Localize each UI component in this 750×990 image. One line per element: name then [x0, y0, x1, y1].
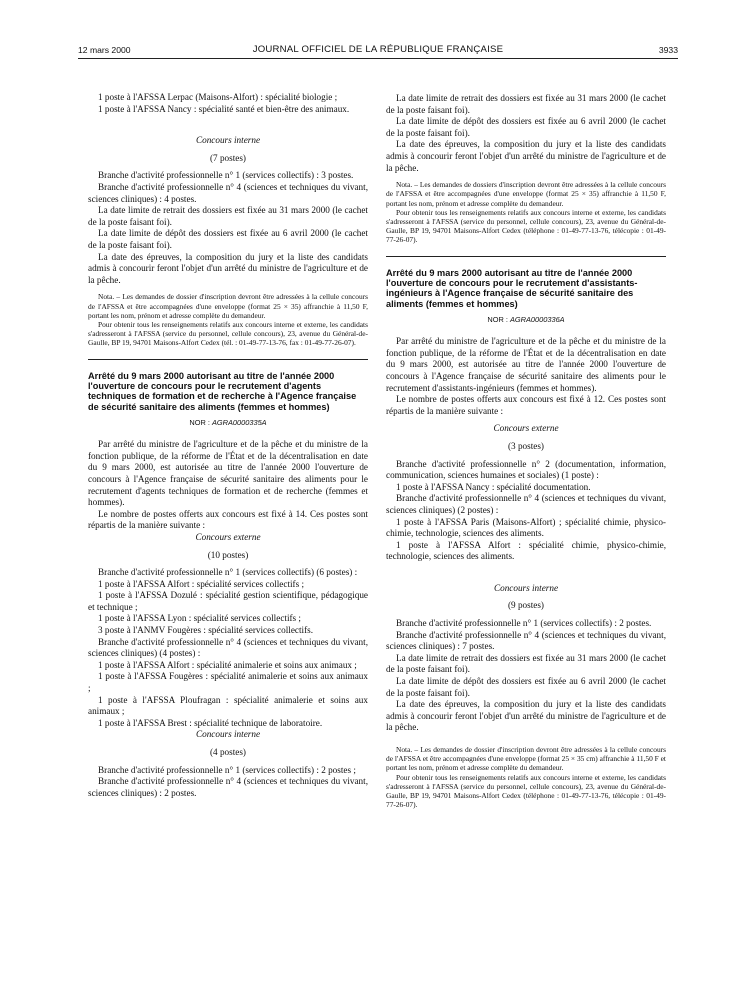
nor-reference: [88, 418, 368, 428]
header-date: 12 mars 2000: [78, 45, 131, 55]
section-heading: Concours interne: [493, 582, 559, 593]
paragraph: La date des épreuves, la composition du jury et la liste des candidats admis à concourir feront l'objet d'un arrêté du ministre de l'agriculture et de la pêche.: [386, 139, 666, 173]
post-count: (10 postes): [207, 549, 249, 560]
paragraph: Branche d'activité professionnelle n° 1 (services collectifs) : 2 postes.: [396, 618, 652, 629]
paragraph: 1 poste à l'AFSSA Nancy : spécialité documentation.: [396, 481, 591, 492]
nota-note: Nota. – Les demandes de dossier d'inscription devront être adressées à la cellule concours de l'AFSSA et être accompagnées d'une enveloppe (format 25 × 35) affranchie à 11,50 F, portant les nom, prénom et adresse complète du demandeur.: [88, 292, 368, 320]
paragraph: 1 poste à l'AFSSA Paris (Maisons-Alfort) ; spécialité chimie, physico-chimie, technologie, sciences des aliments.: [386, 516, 666, 539]
paragraph: Par arrêté du ministre de l'agriculture et de la pêche et du ministre de la fonction publique, de la réforme de l'État et de la décentralisation en date du 9 mars 2000, est autorisée au titre de l'année 2000 l'ouverture de concours à l'Agence française de sécurité sanitaire des aliments pour le recrutement d'assistants-ingénieurs (femmes et hommes).: [386, 336, 666, 393]
arrete-title: Arrêté du 9 mars 2000 autorisant au titre de l'année 2000 l'ouverture de concours pour le recrutement d'agents techniques de formation et de recherche à l'Agence française de sécurité sanitaire des aliments (femmes et hommes): [88, 370, 357, 412]
paragraph: Branche d'activité professionnelle n° 1 (services collectifs) : 3 postes.: [98, 170, 354, 181]
paragraph: 1 poste à l'AFSSA Alfort : spécialité chimie, physico-chimie, technologie, sciences des aliments.: [386, 539, 666, 562]
paragraph: La date limite de retrait des dossiers est fixée au 31 mars 2000 (le cachet de la poste faisant foi).: [88, 205, 368, 227]
paragraph: Branche d'activité professionnelle n° 4 (sciences et techniques du vivant, sciences cliniques) : 2 postes.: [88, 776, 368, 798]
header-page-number: 3933: [658, 45, 678, 55]
paragraph: La date des épreuves, la composition du jury et la liste des candidats admis à concourir feront l'objet d'un arrêté du ministre de l'agriculture et de la pêche.: [88, 251, 368, 285]
arrete-title: Arrêté du 9 mars 2000 autorisant au titre de l'année 2000 l'ouverture de concours pour le recrutement d'assistants-ingénieurs à l'Agence française de sécurité sanitaire des aliments (femmes et hommes): [386, 267, 638, 309]
paragraph: La date limite de dépôt des dossiers est fixée au 6 avril 2000 (le cachet de la poste faisant foi).: [386, 676, 666, 698]
paragraph: La date des épreuves, la composition du jury et la liste des candidats admis à concourir feront l'objet d'un arrêté du ministre de l'agriculture et de la pêche.: [386, 699, 666, 733]
paragraph: 3 poste à l'ANMV Fougères : spécialité services collectifs.: [98, 625, 314, 636]
nor-label: NOR :: [189, 418, 212, 428]
nota-note: Nota. – Les demandes de dossiers d'inscription devront être adressées à la cellule concours de l'AFSSA et être accompagnées d'une enveloppe (format 25 × 35) affranchie à 11,50 F, portant les nom, prénom et adresse complète du demandeur.: [386, 180, 666, 208]
paragraph: 1 poste à l'AFSSA Nancy : spécialité santé et bien-être des animaux.: [98, 103, 350, 114]
header-journal-title: JOURNAL OFFICIEL DE LA RÉPUBLIQUE FRANÇAISE: [252, 44, 504, 55]
section-heading: Concours externe: [195, 531, 261, 542]
paragraph: Branche d'activité professionnelle n° 1 (services collectifs) : 2 postes ;: [98, 764, 356, 775]
paragraph: 1 poste à l'AFSSA Ploufragan : spécialité animalerie et soins aux animaux ;: [88, 694, 368, 717]
paragraph: La date limite de dépôt des dossiers est fixée au 6 avril 2000 (le cachet de la poste faisant foi).: [88, 228, 368, 250]
page-header: [78, 44, 678, 59]
paragraph: Branche d'activité professionnelle n° 1 (services collectifs) (6 postes) :: [98, 567, 358, 578]
paragraph: Branche d'activité professionnelle n° 4 (sciences et techniques du vivant, sciences cliniques) (4 postes) :: [88, 636, 368, 659]
post-count: (9 postes): [508, 600, 544, 611]
nor-label: NOR :: [487, 315, 510, 325]
paragraph: La date limite de dépôt des dossiers est fixée au 6 avril 2000 (le cachet de la poste faisant foi).: [386, 116, 666, 138]
paragraph: 1 poste à l'AFSSA Lerpac (Maisons-Alfort) : spécialité biologie ;: [98, 92, 338, 102]
paragraph: 1 poste à l'AFSSA Brest : spécialité technique de laboratoire.: [98, 717, 323, 728]
paragraph: Le nombre de postes offerts aux concours est fixé à 12. Ces postes sont répartis de la manière suivante :: [386, 394, 666, 416]
nor-reference: [386, 315, 666, 325]
section-heading: Concours externe: [493, 423, 559, 434]
paragraph: Branche d'activité professionnelle n° 4 (sciences et techniques du vivant, sciences cliniques) : 4 postes.: [88, 181, 368, 204]
right-column: [386, 93, 666, 809]
info-note: Pour obtenir tous les renseignements relatifs aux concours interne et externe, les candidats s'adresseront à l'AFSSA (service du personnel, cellule concours), 23, avenue du Général-de-Gaulle, BP 19, 94701 Maisons-Alfort Cedex (téléphone : 01-49-77-13-76, télécopie : 01-49-77-26-07).: [386, 772, 666, 810]
paragraph: Branche d'activité professionnelle n° 4 (sciences et techniques du vivant, sciences cliniques) (2 postes) :: [386, 493, 666, 515]
paragraph: Le nombre de postes offerts aux concours est fixé à 14. Ces postes sont répartis de la manière suivante :: [88, 508, 368, 531]
post-count: (3 postes): [508, 440, 544, 451]
section-heading: Concours interne: [195, 729, 261, 740]
paragraph: 1 poste à l'AFSSA Dozulé : spécialité gestion scientifique, pédagogique et technique ;: [88, 590, 368, 612]
paragraph: 1 poste à l'AFSSA Alfort : spécialité services collectifs ;: [98, 578, 305, 589]
paragraph: 1 poste à l'AFSSA Fougères : spécialité animalerie et soins aux animaux ;: [88, 671, 368, 694]
info-note: Pour obtenir tous les renseignements relatifs aux concours interne et externe, les candidats s'adresseront à l'AFSSA (service du personnel, cellule concours), 23, avenue du Général-de-Gaulle, BP 19, 94701 Maisons-Alfort Cedex (tél. : 01-49-77-13-76, fax : 01-49-77-26-07).: [88, 319, 368, 348]
post-count: (7 postes): [210, 152, 246, 163]
paragraph: 1 poste à l'AFSSA Lyon : spécialité services collectifs ;: [98, 613, 301, 624]
nota-note: Nota. – Les demandes de dossier d'inscription devront être adressées à la cellule concours de l'AFSSA et être accompagnées d'une enveloppe (format 25 × 35 cm) affranchie à 11,50 F et portant les nom, prénom et adresse complète du demandeur.: [386, 745, 666, 773]
left-column: [88, 92, 368, 799]
nor-code: AGRA0000335A: [211, 418, 267, 428]
section-heading: Concours interne: [195, 135, 261, 146]
paragraph: 1 poste à l'AFSSA Alfort : spécialité animalerie et soins aux animaux ;: [98, 659, 357, 670]
nor-code: AGRA0000336A: [509, 315, 565, 325]
post-count: (4 postes): [210, 747, 246, 757]
paragraph: Par arrêté du ministre de l'agriculture et de la pêche et du ministre de la fonction publique, de la réforme de l'État et de la décentralisation en date du 9 mars 2000, est autorisée au titre de l'année 2000 l'ouverture de concours à l'Agence française de sécurité sanitaire des aliments pour le recrutement d'agents techniques de formation et de recherche (femmes et hommes).: [88, 439, 368, 508]
paragraph: Branche d'activité professionnelle n° 2 (documentation, information, communication, sciences humaines et sociales) (1 poste) :: [386, 458, 666, 481]
paragraph: La date limite de retrait des dossiers est fixée au 31 mars 2000 (le cachet de la poste faisant foi).: [386, 652, 666, 675]
paragraph: La date limite de retrait des dossiers est fixée au 31 mars 2000 (le cachet de la poste faisant foi).: [386, 93, 666, 115]
paragraph: Branche d'activité professionnelle n° 4 (sciences et techniques du vivant, sciences cliniques) : 7 postes.: [386, 629, 666, 652]
info-note: Pour obtenir tous les renseignements relatifs aux concours interne et externe, les candidats s'adresseront à l'AFSSA (service du personnel, cellule concours), 23, avenue du Général-de-Gaulle, BP 19, 94701 Maisons-Alfort Cedex (téléphone : 01-49-77-13-76, télécopie : 01-49-77-26-07).: [386, 207, 666, 245]
